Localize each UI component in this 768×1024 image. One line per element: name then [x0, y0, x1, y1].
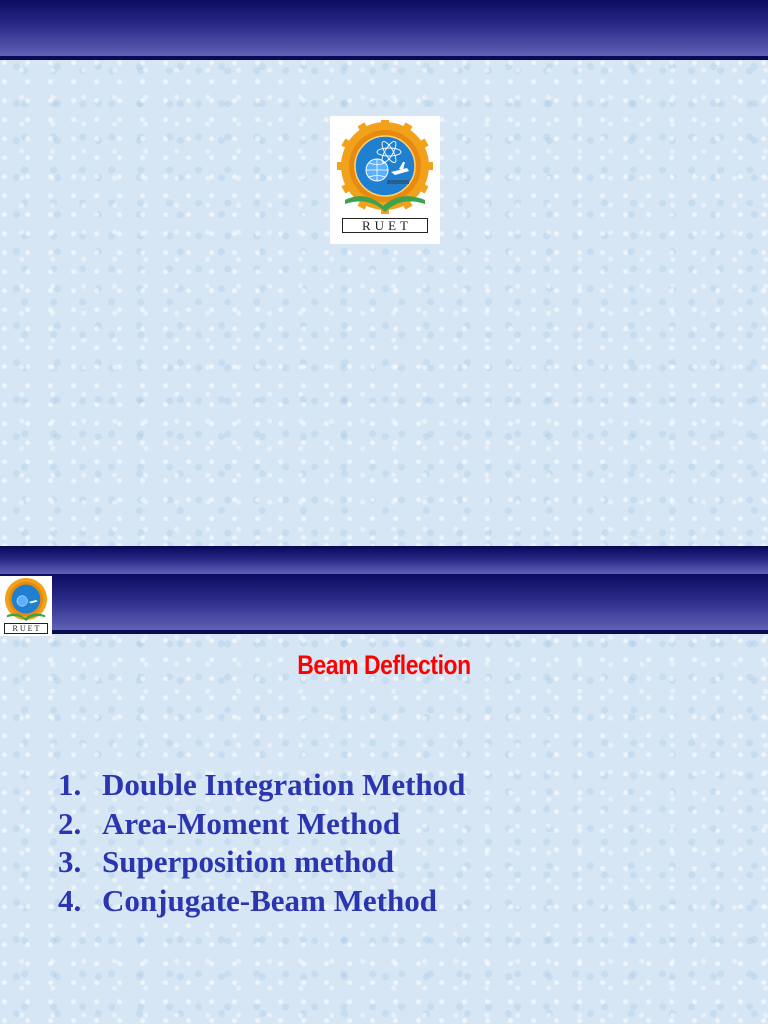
slide-heading: Beam Deflection [297, 650, 471, 680]
logo-caption: RUET [4, 623, 48, 634]
list-item-number: 4. [58, 882, 82, 918]
slide-2 [0, 540, 768, 1024]
title-bar [0, 0, 768, 60]
list-item [58, 882, 465, 921]
list-item [58, 843, 465, 882]
ruet-logo [330, 116, 440, 244]
list-item [58, 805, 465, 844]
ruet-emblem-icon [2, 577, 50, 623]
ruet-emblem-icon [335, 120, 435, 216]
title-bar [0, 574, 768, 634]
method-list [58, 766, 465, 920]
list-item-label: Double Integration Method [102, 767, 466, 802]
list-item-number: 2. [58, 805, 82, 841]
ruet-logo-small [0, 576, 52, 636]
list-item-label: Conjugate-Beam Method [102, 882, 437, 918]
list-item-number: 3. [58, 844, 82, 879]
list-item-label: Superposition method [102, 844, 394, 879]
list-item [58, 766, 465, 805]
list-item-number: 1. [58, 767, 82, 802]
logo-caption: RUET [342, 218, 428, 233]
list-item-label: Area-Moment Method [102, 805, 401, 841]
